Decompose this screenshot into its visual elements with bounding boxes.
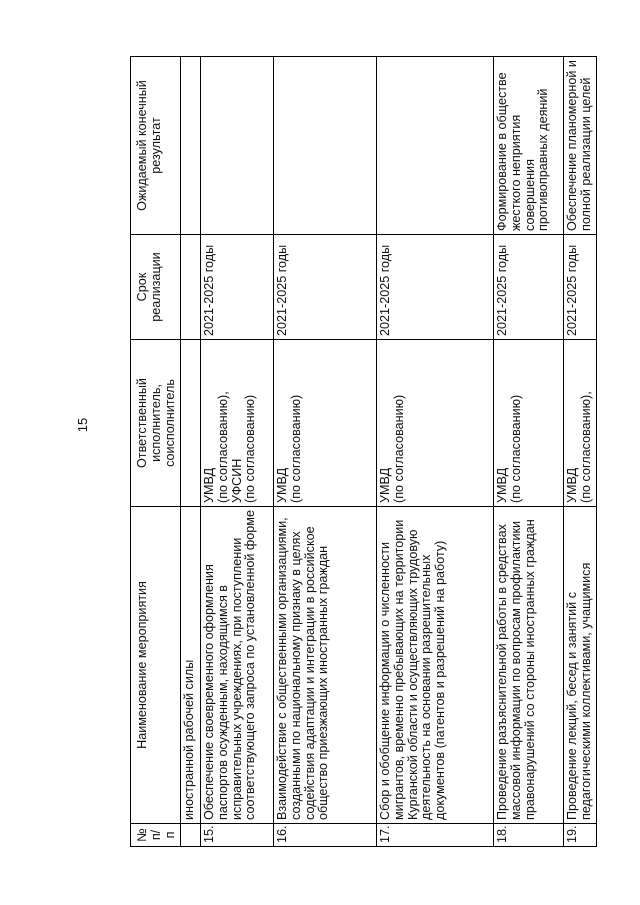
cell-num	[181, 824, 201, 847]
cell-num: 17.	[377, 824, 494, 847]
page-number: 15	[75, 417, 90, 433]
table-row	[494, 57, 564, 847]
header-responsible: Ответственный исполнитель, соисполнитель	[131, 340, 181, 507]
table-row	[274, 57, 377, 847]
cell-term: 2021-2025 годы	[564, 235, 597, 340]
cell-term: 2021-2025 годы	[274, 235, 377, 340]
cell-result	[181, 57, 201, 235]
cell-responsible	[181, 340, 201, 507]
header-activity: Наименование мероприятия	[131, 507, 181, 824]
cell-responsible: УМВД (по согласованию)	[377, 340, 494, 507]
cell-result	[274, 57, 377, 235]
cell-activity: Проведение лекций, бесед и занятий с педагогическими коллективами, учащимися	[564, 507, 597, 824]
cell-activity: Обеспечение своевременного оформления паспортов осужденным, находящимся в исправительных учреждениях, при поступлении соответствующего запроса по установленной форме	[201, 507, 274, 824]
cell-num: 15.	[201, 824, 274, 847]
cell-activity: иностранной рабочей силы	[181, 507, 201, 824]
plan-table-container	[130, 57, 615, 847]
cell-term: 2021-2025 годы	[201, 235, 274, 340]
cell-term	[181, 235, 201, 340]
cell-activity: Взаимодействие с общественными организациями, созданными по национальному признаку в целях содействия адаптации и интеграции в российское общество приезжающих иностранных граждан	[274, 507, 377, 824]
plan-table	[130, 56, 597, 847]
cell-num: 18.	[494, 824, 564, 847]
cell-term: 2021-2025 годы	[494, 235, 564, 340]
cell-activity: Сбор и обобщение информации о численности мигрантов, временно пребывающих на территории Курганской области и осуществляющих трудовую деятельность на основании разрешительных документов (патентов и разрешений на работу)	[377, 507, 494, 824]
table-row	[564, 57, 597, 847]
cell-responsible: УМВД (по согласованию), УФСИН (по согласованию)	[201, 340, 274, 507]
table-row	[201, 57, 274, 847]
header-term: Срок реализации	[131, 235, 181, 340]
cell-result: Формирование в обществе жесткого неприятия совершения противоправных деяний	[494, 57, 564, 235]
header-num: № п/ п	[131, 824, 181, 847]
cell-num: 19.	[564, 824, 597, 847]
cell-result: Обеспечение планомерной и полной реализации целей	[564, 57, 597, 235]
cell-result	[377, 57, 494, 235]
table-row-continuation	[181, 57, 201, 847]
table-header-row	[131, 57, 181, 847]
cell-activity: Проведение разъяснительной работы в средствах массовой информации по вопросам профилактики правонарушений со стороны иностранных граждан	[494, 507, 564, 824]
cell-num: 16.	[274, 824, 377, 847]
table-row	[377, 57, 494, 847]
cell-responsible: УМВД (по согласованию),	[564, 340, 597, 507]
header-result: Ожидаемый конечный результат	[131, 57, 181, 235]
cell-result	[201, 57, 274, 235]
cell-term: 2021-2025 годы	[377, 235, 494, 340]
cell-responsible: УМВД (по согласованию)	[274, 340, 377, 507]
cell-responsible: УМВД (по согласованию)	[494, 340, 564, 507]
